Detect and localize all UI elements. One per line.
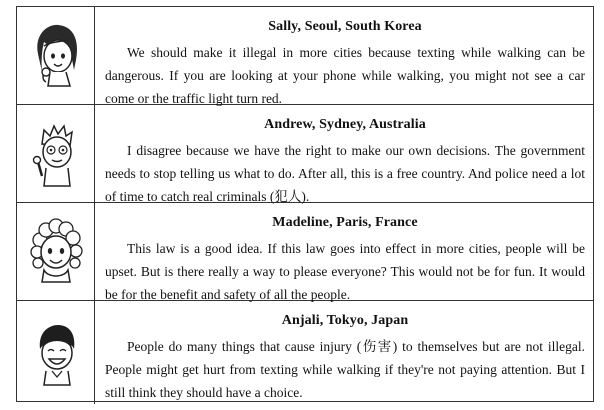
entry-name: Andrew, Sydney, Australia	[264, 117, 426, 132]
smiling-boy-avatar-icon	[28, 317, 84, 389]
entry-andrew	[95, 105, 593, 203]
entry-text: I disagree because we have the right to make our own decisions. The government needs to stop telling us what to do. After all, this is a free country. And police need a lot of time to catch real criminals (犯人).	[105, 143, 585, 204]
entry-text: We should make it illegal in more cities because texting while walking can be dangerous. If you are looking at your phone while walking, you might not see a car come or the traffic light turn red.	[105, 45, 585, 106]
avatar-cell-andrew	[17, 105, 95, 203]
avatar-cell-anjali	[17, 301, 95, 404]
entry-madeline	[95, 203, 593, 301]
entry-anjali	[95, 301, 593, 404]
entry-text: This law is a good idea. If this law goes into effect in more cities, people will be upset. But is there really a way to please everyone? This would not be for fun. It would be for the benefit and safety of all the people.	[105, 241, 585, 302]
avatar-cell-madeline	[17, 203, 95, 301]
entry-text: People do many things that cause injury (伤害) to themselves but are not illegal. People might get hurt from texting while walking if they're not paying attention. But I still think they should have a choice.	[105, 339, 585, 400]
entry-name: Anjali, Tokyo, Japan	[281, 313, 409, 328]
entry-sally	[95, 7, 593, 105]
girl-avatar-icon	[28, 20, 84, 92]
entry-name: Sally, Seoul, South Korea	[268, 19, 422, 34]
opinions-table	[16, 6, 594, 402]
entry-name: Madeline, Paris, France	[272, 215, 418, 230]
curly-girl-avatar-icon	[26, 216, 86, 288]
avatar-cell-sally	[17, 7, 95, 105]
boy-avatar-icon	[28, 118, 84, 190]
